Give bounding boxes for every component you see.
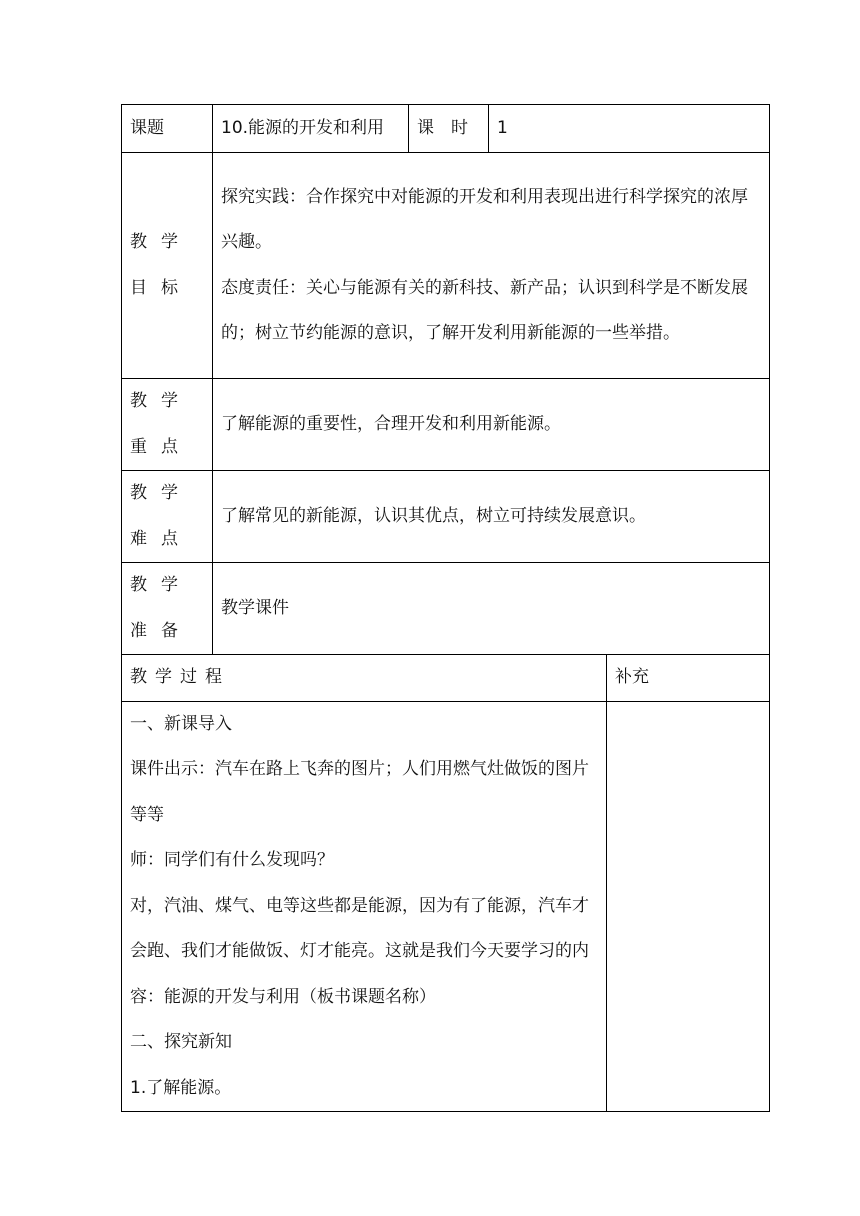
goals-content xyxy=(213,153,770,379)
key-points-label: 教学重点 xyxy=(122,379,213,471)
preparation-value: 教学课件 xyxy=(213,563,770,655)
process-body-row xyxy=(122,701,770,1112)
process-line: 1.了解能源。 xyxy=(130,1077,232,1098)
process-line: 二、探究新知 xyxy=(130,1032,232,1052)
difficulties-value: 了解常见的新能源，认识其优点，树立可持续发展意识。 xyxy=(213,471,770,563)
process-content xyxy=(122,701,607,1112)
process-label: 教学过程 xyxy=(122,655,607,702)
topic-row xyxy=(122,105,770,153)
process-line: 师：同学们有什么发现吗？ xyxy=(130,850,334,870)
process-header-row xyxy=(122,655,770,702)
period-value: 1 xyxy=(489,105,770,153)
preparation-label: 教学准备 xyxy=(122,563,213,655)
topic-value: 10.能源的开发和利用 xyxy=(213,105,409,153)
goals-row xyxy=(122,153,770,379)
key-points-row xyxy=(122,379,770,471)
difficulties-label: 教学难点 xyxy=(122,471,213,563)
period-label: 课 时 xyxy=(409,105,489,153)
difficulties-row xyxy=(122,471,770,563)
process-line: 对，汽油、煤气、电等这些都是能源，因为有了能源，汽车才会跑、我们才能做饭、灯才能亮。这就是我们今天要学习的内容：能源的开发与利用（板书课题名称） xyxy=(130,895,589,1007)
goals-label: 教学目标 xyxy=(122,153,213,379)
process-line: 课件出示：汽车在路上飞奔的图片；人们用燃气灶做饭的图片等等 xyxy=(130,759,589,825)
supplement-content xyxy=(607,701,770,1112)
key-points-value: 了解能源的重要性，合理开发和利用新能源。 xyxy=(213,379,770,471)
goal-item: 态度责任：关心与能源有关的新科技、新产品；认识到科学是不断发展的；树立节约能源的意识，了解开发利用新能源的一些举措。 xyxy=(221,277,748,343)
lesson-plan-table xyxy=(121,104,770,1112)
preparation-row xyxy=(122,563,770,655)
goal-item: 探究实践：合作探究中对能源的开发和利用表现出进行科学探究的浓厚兴趣。 xyxy=(221,186,748,252)
topic-label: 课题 xyxy=(122,105,213,153)
supplement-label: 补充 xyxy=(607,655,770,702)
process-line: 一、新课导入 xyxy=(130,713,232,734)
